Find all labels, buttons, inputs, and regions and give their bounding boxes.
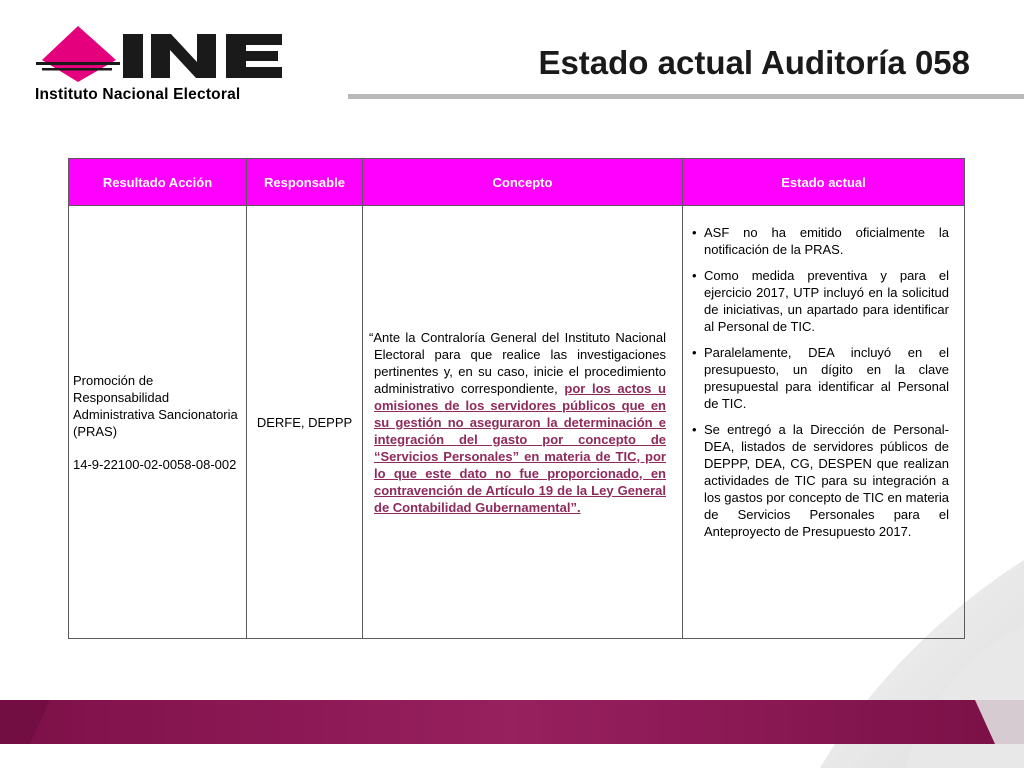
page-title: Estado actual Auditoría 058: [538, 44, 970, 81]
cell-resultado-accion: [69, 206, 247, 639]
logo-line: [42, 68, 112, 71]
resultado-accion-tipo: Promoción de Responsabilidad Administrativa Sancionatoria (PRAS): [73, 372, 238, 439]
audit-status-table: [68, 158, 965, 639]
list-item: • Paralelamente, DEA incluyó en el presupuesto, un dígito en la clave presupuestal para identificar al Personal de TIC.: [691, 344, 949, 412]
magenta-band: [0, 700, 1024, 744]
logo-letter-n: [151, 34, 216, 78]
table-header-row: [69, 159, 965, 206]
logo-line: [36, 62, 120, 65]
logo-diamond-icon: [42, 26, 116, 82]
table-row: [69, 206, 965, 639]
concepto-intro: “Ante la Contraloría General del Instituto Nacional Electoral para que realice las investigaciones pertinentes y, en su caso, inicie el procedimiento administrativo correspondiente,: [369, 329, 666, 396]
logo-tagline: Instituto Nacional Electoral: [35, 86, 241, 103]
estado-actual-list: [691, 224, 949, 540]
header-resultado-accion: Resultado Acción: [69, 159, 247, 206]
header-concepto: Concepto: [363, 159, 683, 206]
header-estado-actual: Estado actual: [683, 159, 965, 206]
list-item: • ASF no ha emitido oficialmente la notificación de la PRAS.: [691, 224, 949, 258]
cell-estado-actual: [683, 206, 965, 639]
ine-logo: [30, 22, 290, 107]
title-underline-rule: [348, 94, 1024, 99]
header-responsable: Responsable: [247, 159, 363, 206]
logo-letter-e: [226, 34, 282, 78]
cell-concepto: [363, 206, 683, 639]
list-item: • Como medida preventiva y para el ejercicio 2017, UTP incluyó en la solicitud de iniciativas, un apartado para identificar al Personal de TIC.: [691, 267, 949, 335]
ine-logo-mark: [30, 22, 290, 84]
logo-letter-i: [123, 34, 143, 78]
concepto-highlight: por los actos u omisiones de los servidores públicos que en su gestión no aseguraron la determinación e integración del gasto por concepto de “Servicios Personales” en materia de TIC, por lo que este dato no fue proporcionado, en contravención de Artículo 19 de la Ley General de Contabilidad Gubernamental”.: [374, 380, 666, 515]
cell-responsable: DERFE, DEPPP: [247, 206, 363, 639]
concepto-text: [369, 329, 666, 516]
resultado-accion-clave: 14-9-22100-02-0058-08-002: [73, 456, 237, 472]
list-item: • Se entregó a la Dirección de Personal-DEA, listados de servidores públicos de DEPPP, DEA, CG, DESPEN que realizan actividades de TIC para su integración a los gastos por concepto de TIC en materia de Servicios Personales para el Anteproyecto de Presupuesto 2017.: [691, 421, 949, 540]
